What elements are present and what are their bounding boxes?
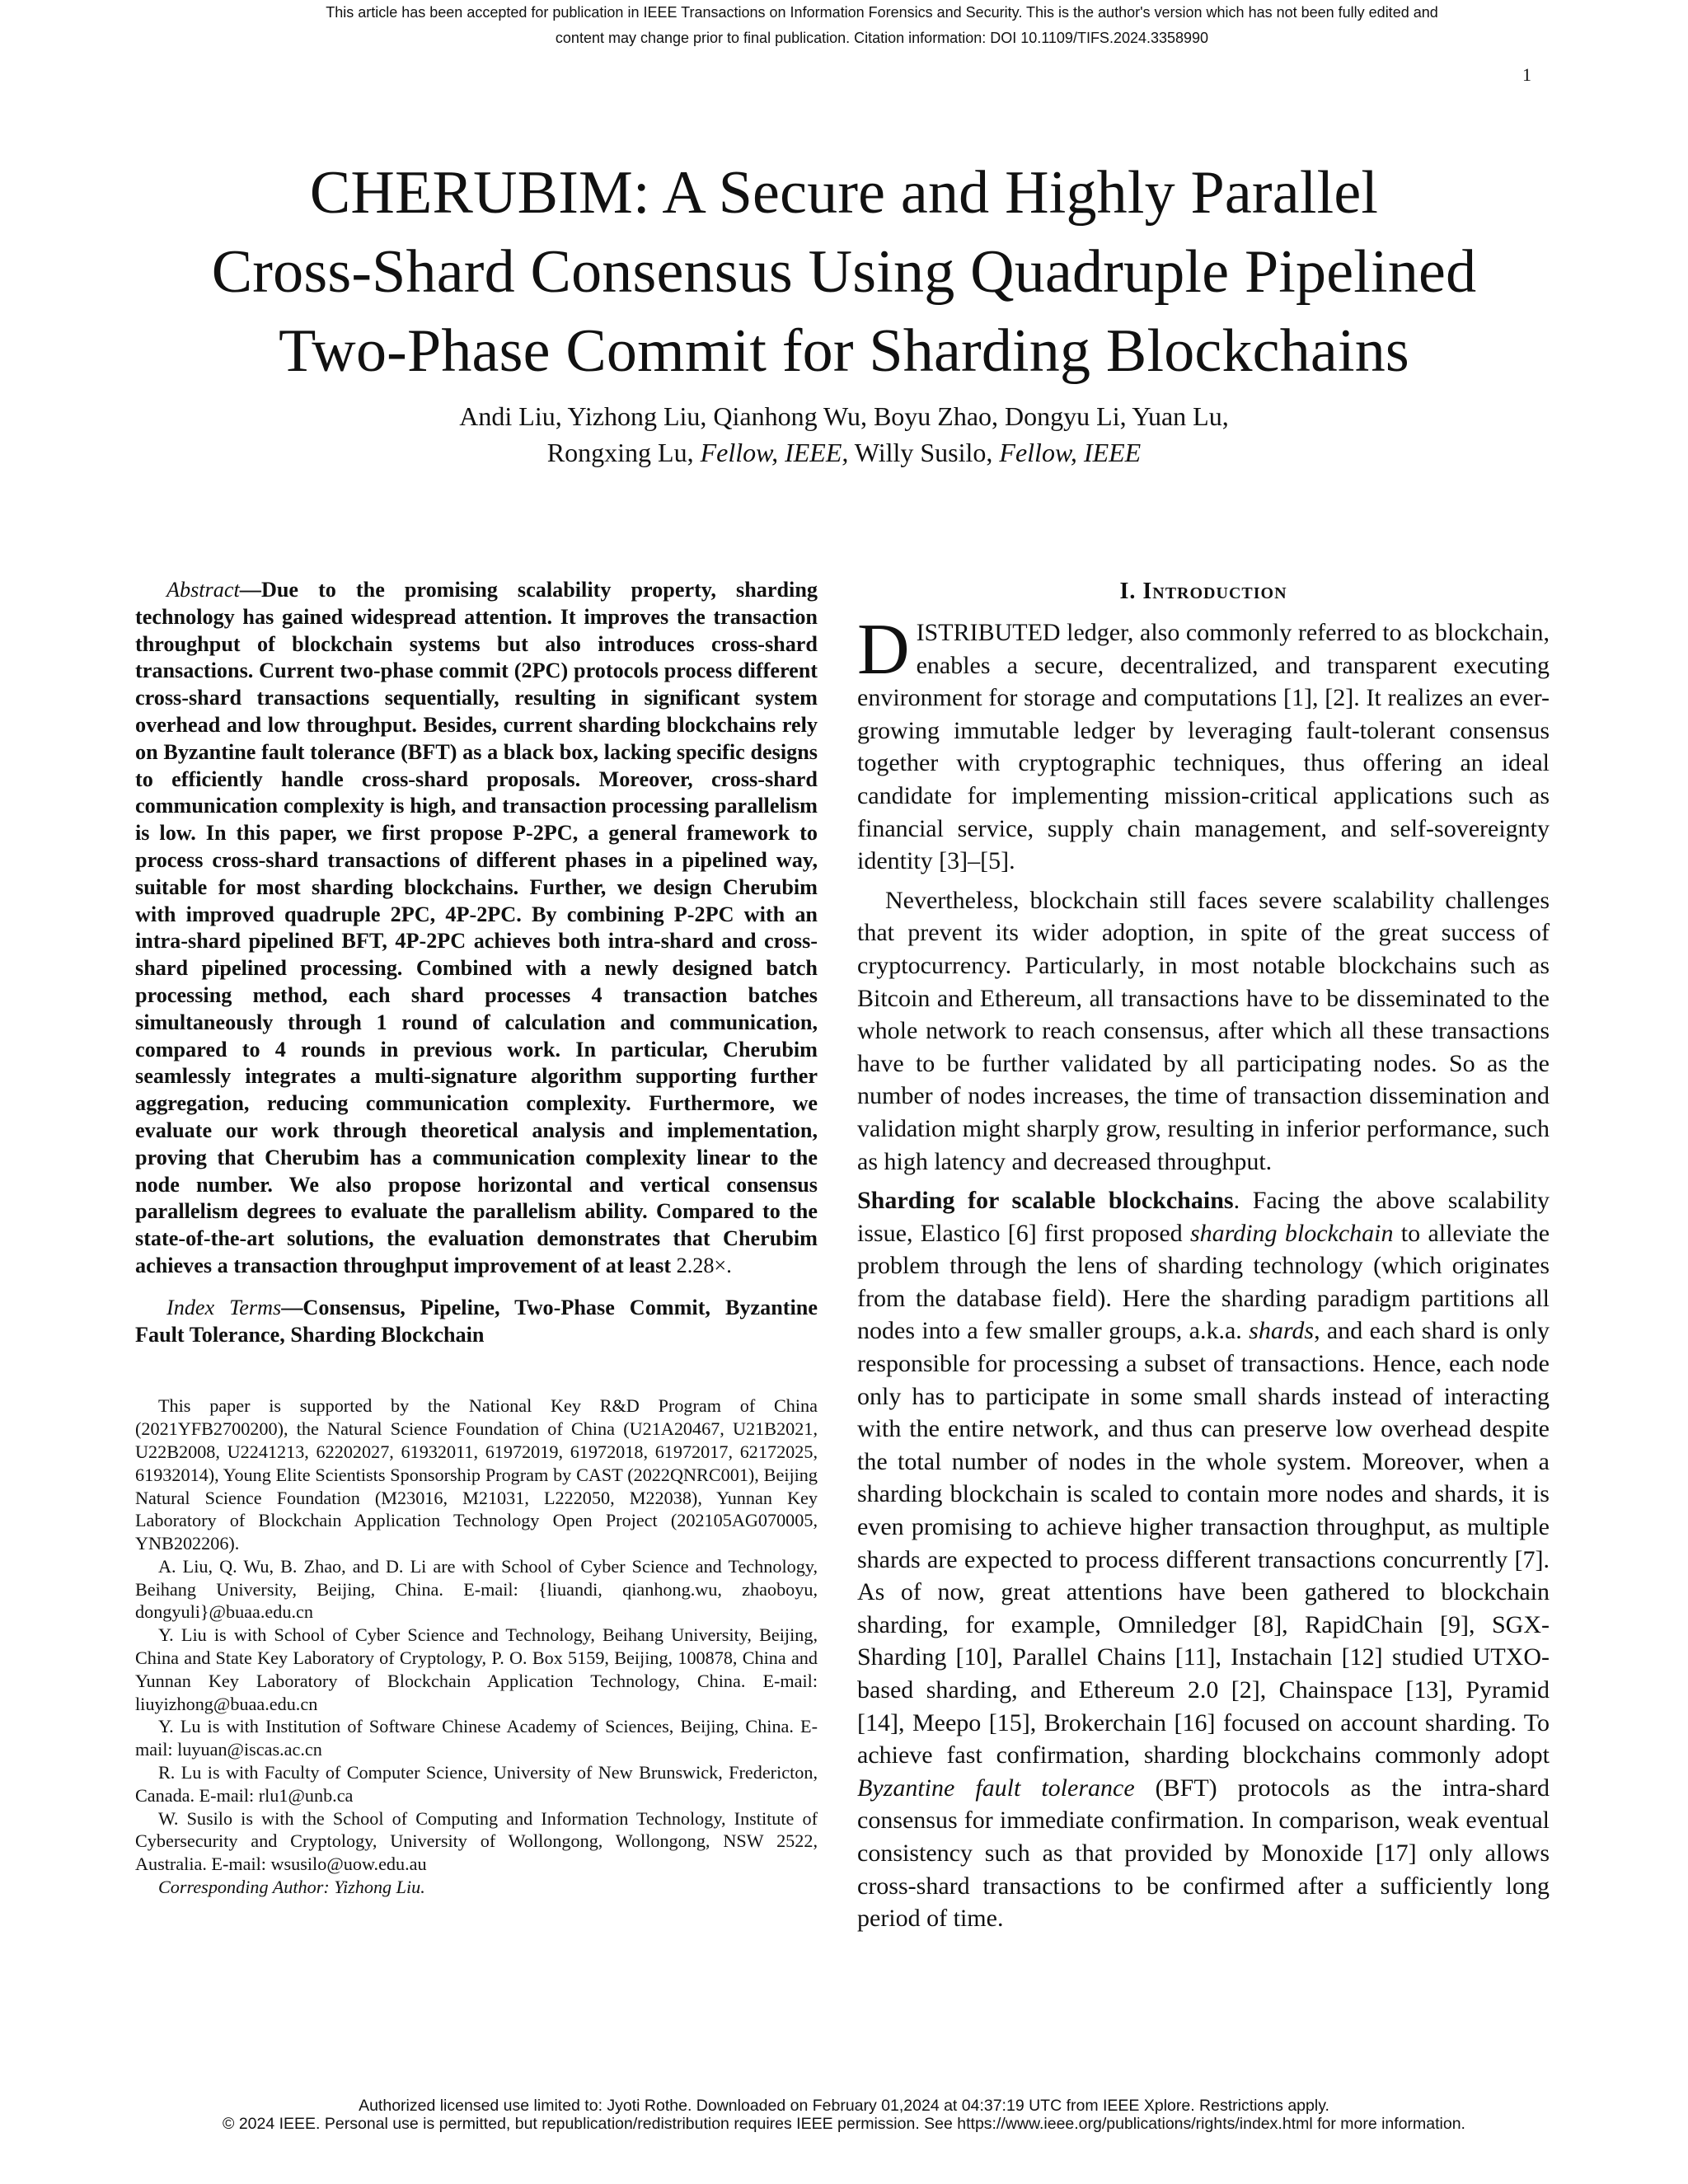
- index-terms: [135, 1295, 818, 1349]
- author-name: Rongxing Lu,: [546, 438, 701, 467]
- intro-paragraph-3: [857, 1184, 1550, 1935]
- authors-line-1: Andi Liu, Yizhong Liu, Qianhong Wu, Boyu Zhao, Dongyu Li, Yuan Lu,: [459, 401, 1229, 431]
- title-line-3: Two-Phase Commit for Sharding Blockchains: [279, 317, 1409, 385]
- right-column: [857, 577, 1550, 1942]
- banner-line-2: content may change prior to final publication. Citation information: DOI 10.1109/TIFS.2024.3358990: [555, 30, 1209, 46]
- section-heading-text: I. Introduction: [1119, 579, 1287, 604]
- paragraph-text: ISTRIBUTED ledger, also commonly referred to as blockchain, enables a secure, decentralized, and transparent executing environment for storage and computations [1], [2]. It realizes an ever-growing immutable ledger by leveraging fault-tolerant consensus together with cryptographic techniques, thus offering an ideal candidate for implementing mission-critical applications such as financial service, supply chain management, and self-sovereignty identity [3]–[5].: [857, 619, 1550, 875]
- footnote-affiliation: R. Lu is with Faculty of Computer Science, University of New Brunswick, Fredericton, Canada. E-mail: rlu1@unb.ca: [135, 1762, 818, 1806]
- paper-title: [82, 153, 1606, 391]
- title-line-2: Cross-Shard Consensus Using Quadruple Pipelined: [211, 238, 1477, 306]
- paragraph-text: . Facing the above scalability issue, Elastico [6] first proposed: [857, 1187, 1550, 1247]
- drop-cap: D: [857, 610, 910, 690]
- abstract: [135, 577, 818, 1280]
- introduction-body: [857, 610, 1550, 1935]
- footnote-affiliation: W. Susilo is with the School of Computing and Information Technology, Institute of Cybersecurity and Cryptology, University of Wollongong, Wollongong, NSW 2522, Australia. E-mail: wsusilo@uow.edu.au: [135, 1807, 818, 1875]
- page-number: 1: [1522, 64, 1531, 85]
- footnote-corresponding-author: Corresponding Author: Yizhong Liu.: [158, 1877, 425, 1898]
- paragraph-text: , and each shard is only responsible for processing a subset of transactions. Hence, each node only has to participate in some small shards instead of interacting with the entire network, and thus can preserve low overhead despite the total number of nodes in the whole system. Moreover, when a sharding blockchain is scaled to contain more nodes and shards, it is even promising to achieve higher transaction throughput, as multiple shards are expected to process different transactions concurrently [7]. As of now, great attentions have been gathered to blockchain sharding, for example, Omniledger [8], RapidChain [9], SGX-Sharding [10], Parallel Chains [11], Instachain [12] studied UTXO-based sharding, and Ethereum 2.0 [2], Chainspace [13], Pyramid [14], Meepo [15], Brokerchain [16] focused on account sharding. To achieve fast confirmation, sharding blockchains commonly adopt: [857, 1317, 1550, 1769]
- footnotes: [135, 1394, 818, 1899]
- section-heading-introduction: [857, 577, 1550, 607]
- index-terms-lead: Index Terms: [166, 1295, 282, 1319]
- footnote-affiliation: Y. Liu is with School of Cyber Science and Technology, Beihang University, Beijing, China and State Key Laboratory of Cryptology, P. O. Box 5159, Beijing, 100878, China and Yunnan Key Laboratory of Blockchain Application Technology, China. E-mail: liuyizhong@buaa.edu.cn: [135, 1624, 818, 1714]
- footnote-affiliation: A. Liu, Q. Wu, B. Zhao, and D. Li are with School of Cyber Science and Technology, Beihang University, Beijing, China. E-mail: {liuandi, qianhong.wu, zhaoboyu, dongyuli}@buaa.edu.cn: [135, 1555, 818, 1623]
- abstract-lead: Abstract: [166, 578, 240, 602]
- title-line-1: CHERUBIM: A Secure and Highly Parallel: [309, 159, 1379, 227]
- author-title: Fellow, IEEE: [999, 438, 1142, 467]
- paragraph-text: to alleviate the problem through the lens of sharding technology (which originates from the database field). Here the sharding paradigm partitions all nodes into a few smaller groups, a.k.a.: [857, 1219, 1550, 1345]
- abstract-text: —Due to the promising scalability property, sharding technology has gained widespread attention. It improves the transaction throughput of blockchain systems but also introduces cross-shard transactions. Current two-phase commit (2PC) protocols process different cross-shard transactions sequentially, resulting in significant system overhead and low throughput. Besides, current sharding blockchains rely on Byzantine fault tolerance (BFT) as a black box, lacking specific designs to efficiently handle cross-shard proposals. Moreover, cross-shard communication complexity is high, and transaction processing parallelism is low. In this paper, we first propose P-2PC, a general framework to process cross-shard transactions of different phases in a pipelined way, suitable for most sharding blockchains. Further, we design Cherubim with improved quadruple 2PC, 4P-2PC. By combining P-2PC with an intra-shard pipelined BFT, 4P-2PC achieves both intra-shard and cross-shard pipelined processing. Combined with a newly designed batch processing method, each shard processes 4 transaction batches simultaneously through 1 round of calculation and communication, compared to 4 rounds in previous work. In particular, Cherubim seamlessly integrates a multi-signature algorithm supporting further aggregation, reducing communication complexity. Furthermore, we evaluate our work through theoretical analysis and implementation, proving that Cherubim has a communication complexity linear to the node number. We also propose horizontal and vertical consensus parallelism degrees to evaluate the parallelism ability. Compared to the state-of-the-art solutions, the evaluation demonstrates that Cherubim achieves a transaction throughput improvement of at least: [135, 578, 818, 1277]
- copyright-footer: © 2024 IEEE. Personal use is permitted, but republication/redistribution requires IEEE permission. See https://www.ieee.org/publications/rights/index.html for more information.: [223, 2115, 1465, 2133]
- paragraph-heading: Sharding for scalable blockchains: [857, 1187, 1234, 1215]
- index-terms-text: —Consensus, Pipeline, Two-Phase Commit, Byzantine Fault Tolerance, Sharding Blockchain: [135, 1295, 818, 1347]
- emphasis: sharding blockchain: [1189, 1219, 1394, 1247]
- publication-banner: [247, 0, 1517, 51]
- author-name: Willy Susilo,: [848, 438, 1000, 467]
- intro-paragraph-1: [857, 610, 1550, 878]
- left-column: [135, 577, 818, 1899]
- license-footer: Authorized licensed use limited to: Jyoti Rothe. Downloaded on February 01,2024 at 04:37:19 UTC from IEEE Xplore. Restrictions apply.: [359, 2097, 1329, 2115]
- banner-line-1: This article has been accepted for publication in IEEE Transactions on Information Forensics and Security. This is the author's version which has not been fully edited and: [326, 4, 1438, 21]
- author-list: [247, 398, 1441, 471]
- intro-paragraph-2: Nevertheless, blockchain still faces severe scalability challenges that prevent its wider adoption, in spite of the great success of cryptocurrency. Particularly, in most notable blockchains such as Bitcoin and Ethereum, all transactions have to be disseminated to the whole network to reach consensus, after which all these transactions have to be further validated by all participating nodes. So as the number of nodes increases, the time of transaction dissemination and validation might sharply grow, resulting in inferior performance, such as high latency and decreased throughput.: [857, 886, 1550, 1175]
- emphasis: shards: [1249, 1317, 1315, 1345]
- footnote-affiliation: Y. Lu is with Institution of Software Chinese Academy of Sciences, Beijing, China. E-mail: luyuan@iscas.ac.cn: [135, 1716, 818, 1760]
- emphasis: Byzantine fault tolerance: [857, 1774, 1135, 1802]
- author-title: Fellow, IEEE,: [700, 438, 849, 467]
- paragraph-text: (BFT) protocols as the intra-shard consensus for immediate confirmation. In comparison, weak eventual consistency such as that provided by Monoxide [17] only allows cross-shard transactions to be confirmed after a sufficiently long period of time.: [857, 1774, 1550, 1933]
- authors-line-2: [247, 434, 1441, 471]
- abstract-tail: 2.28×.: [676, 1253, 732, 1277]
- footnote-funding: This paper is supported by the National Key R&D Program of China (2021YFB2700200), the Natural Science Foundation of China (U21A20467, U21B2021, U22B2008, U2241213, 62202027, 61932011, 61972019, 61972018, 61972017, 62172025, 61932014), Young Elite Scientists Sponsorship Program by CAST (2022QNRC001), Beijing Natural Science Foundation (M23016, M21031, L222050, M22038), Yunnan Key Laboratory of Blockchain Application Technology Open Project (202105AG070005, YNB202206).: [135, 1395, 818, 1554]
